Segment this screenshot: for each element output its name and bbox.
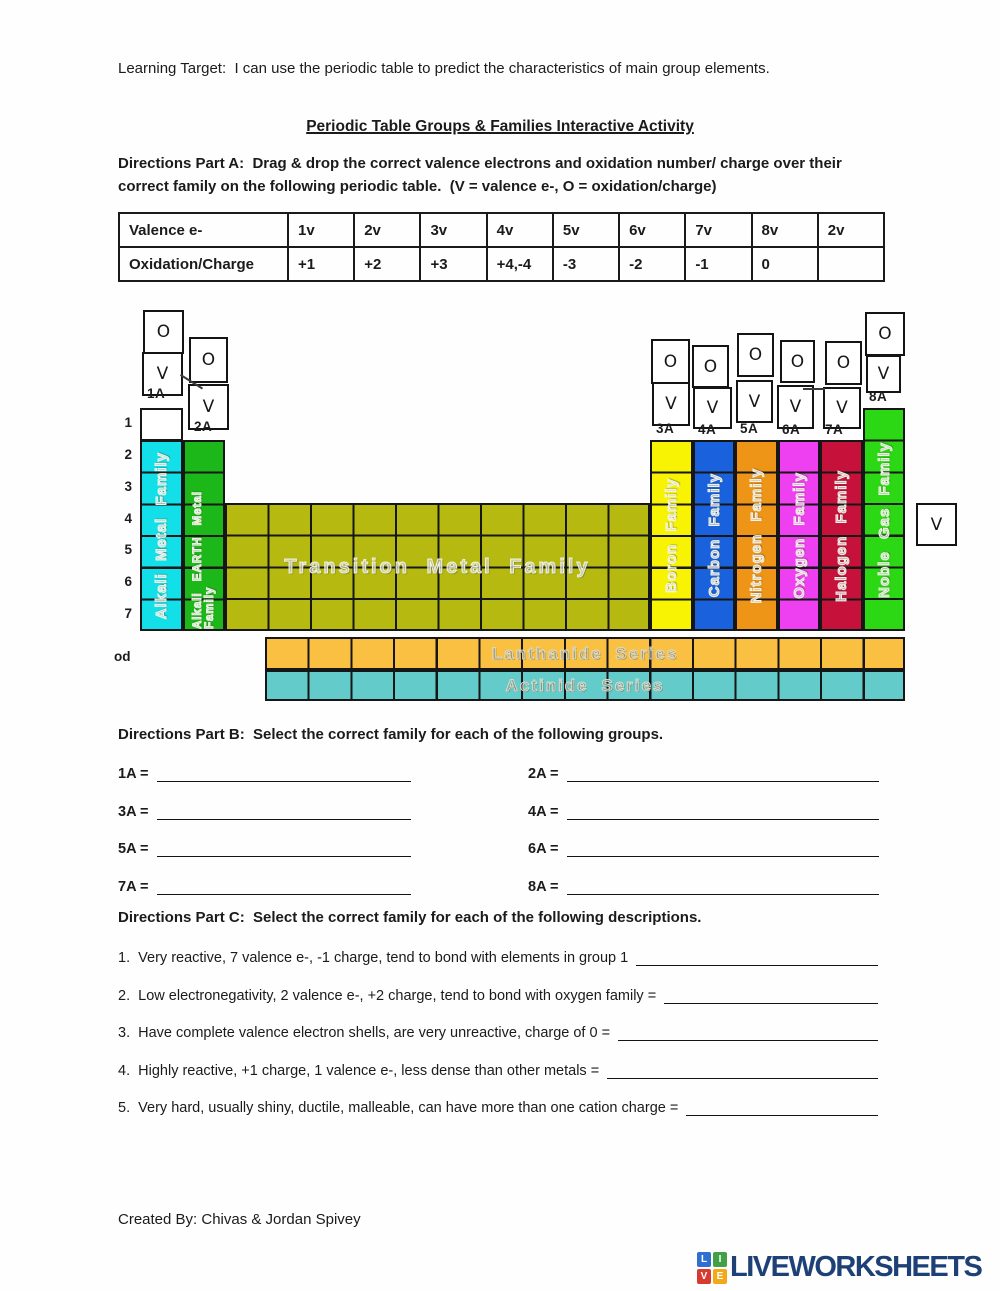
carbon-family-column — [693, 440, 735, 631]
drag-box-oxidation-4a[interactable]: O — [692, 345, 729, 388]
alkaline-earth-family-label: Alkali EARTH Metal Family — [192, 490, 216, 629]
drag-box-valence-3a[interactable]: V — [652, 382, 690, 426]
answer-blank-2a[interactable] — [567, 763, 880, 782]
oxidation-cell: +4,-4 — [487, 247, 553, 281]
question-text-5: 5. Very hard, usually shiny, ductile, malleable, can have more than one cation charge = — [118, 1100, 679, 1116]
noble-gas-family-column — [863, 408, 905, 631]
blank-label-5a: 5A = — [118, 841, 149, 857]
drag-box-valence-7a[interactable]: V — [823, 387, 861, 429]
group-label-2a: 2A — [194, 419, 213, 434]
question-row-3 — [118, 1019, 878, 1041]
drag-box-oxidation-2a[interactable]: O — [189, 337, 228, 383]
question-row-5 — [118, 1094, 878, 1116]
answer-blank-q3[interactable] — [618, 1022, 878, 1041]
drag-box-oxidation-1a[interactable]: O — [143, 310, 184, 354]
transition-metal-family-block — [225, 503, 650, 631]
blank-row-8a — [528, 873, 879, 895]
oxidation-cell: +2 — [354, 247, 420, 281]
nitrogen-family-column — [735, 440, 778, 631]
valence-cell: 2v — [354, 213, 420, 247]
noble-gas-family-label: Noble Gas Family — [875, 441, 893, 598]
answer-blank-q5[interactable] — [686, 1097, 878, 1116]
answer-blank-q4[interactable] — [607, 1060, 878, 1079]
lanthanide-series-label: Lanthanide Series — [491, 643, 679, 663]
blank-row-5a — [118, 835, 411, 857]
answer-blank-q1[interactable] — [636, 947, 878, 966]
answer-blank-6a[interactable] — [567, 838, 880, 857]
group-label-1a: 1A — [147, 386, 166, 401]
oxidation-cell: -2 — [619, 247, 685, 281]
valence-cell: 3v — [420, 213, 486, 247]
drag-box-oxidation-8a[interactable]: O — [865, 312, 905, 356]
liveworksheets-wordmark: LIVEWORKSHEETS — [730, 1251, 982, 1283]
carbon-family-label: Carbon Family — [705, 473, 723, 598]
boron-family-label: Boron Family — [663, 478, 680, 593]
part-a-directions-line1: Directions Part A: Drag & drop the correct valence electrons and oxidation number/ charge over their — [118, 155, 842, 172]
lanthanide-series-row — [265, 637, 905, 670]
blank-label-3a: 3A = — [118, 804, 149, 820]
oxidation-cell: -1 — [685, 247, 751, 281]
valence-cell: 5v — [553, 213, 619, 247]
created-by-text: Created By: Chivas & Jordan Spivey — [118, 1211, 361, 1228]
period-label-3: 3 — [124, 479, 132, 494]
blank-row-7a — [118, 873, 411, 895]
period-label-5: 5 — [124, 542, 132, 557]
valence-cell: 4v — [487, 213, 553, 247]
row-header-valence: Valence e- — [119, 213, 288, 247]
oxygen-family-column — [778, 440, 820, 631]
drag-box-valence-4a[interactable]: V — [693, 387, 732, 429]
group-label-3a: 3A — [656, 421, 675, 436]
valence-cell: 2v — [818, 213, 884, 247]
blank-label-2a: 2A = — [528, 766, 559, 782]
question-text-1: 1. Very reactive, 7 valence e-, -1 charge, tend to bond with elements in group 1 — [118, 950, 629, 966]
blank-row-6a — [528, 835, 879, 857]
answer-blank-4a[interactable] — [567, 801, 880, 820]
alkali-metal-family-column — [140, 440, 183, 631]
boron-family-column — [650, 440, 693, 631]
group-label-6a: 6A — [782, 422, 801, 437]
logo-tile-e: E — [713, 1269, 727, 1284]
part-b-directions: Directions Part B: Select the correct family for each of the following groups. — [118, 726, 664, 743]
blank-label-7a: 7A = — [118, 879, 149, 895]
question-row-2 — [118, 982, 878, 1004]
valence-cell: 6v — [619, 213, 685, 247]
blank-row-2a — [528, 760, 879, 782]
transition-metal-family-label: Transition Metal Family — [284, 555, 591, 578]
answer-blank-1a[interactable] — [157, 763, 412, 782]
blank-row-3a — [118, 798, 411, 820]
group-label-4a: 4A — [698, 422, 717, 437]
logo-tile-l: L — [697, 1252, 711, 1267]
question-text-4: 4. Highly reactive, +1 charge, 1 valence e-, less dense than other metals = — [118, 1063, 600, 1079]
period-label-2: 2 — [124, 447, 132, 462]
alkaline-earth-family-column — [183, 440, 225, 631]
group-label-7a: 7A — [825, 422, 844, 437]
connector-line — [803, 388, 825, 390]
learning-target-text: Learning Target: I can use the periodic table to predict the characteristics of main group elements. — [118, 60, 770, 77]
valence-cell: 8v — [752, 213, 818, 247]
oxidation-cell: +1 — [288, 247, 354, 281]
oxidation-cell: 0 — [752, 247, 818, 281]
drag-box-valence-5a[interactable]: V — [736, 380, 773, 423]
actinide-series-label: Actinide Series — [505, 675, 665, 695]
row-header-oxidation: Oxidation/Charge — [119, 247, 288, 281]
drag-box-oxidation-7a[interactable]: O — [825, 341, 862, 385]
drag-box-valence-2a[interactable]: V — [188, 384, 229, 430]
part-a-directions-line2: correct family on the following periodic table. (V = valence e-, O = oxidation/charge) — [118, 178, 717, 195]
drag-box-valence-free[interactable]: V — [916, 503, 957, 546]
oxidation-cell: +3 — [420, 247, 486, 281]
halogen-family-label: Halogen Family — [833, 469, 850, 602]
valence-oxidation-table — [118, 212, 885, 282]
logo-tile-v: V — [697, 1269, 711, 1284]
oxidation-cell — [818, 247, 884, 281]
question-text-3: 3. Have complete valence electron shells, are very unreactive, charge of 0 = — [118, 1025, 611, 1041]
valence-cell: 7v — [685, 213, 751, 247]
period-label-6: 6 — [124, 574, 132, 589]
drag-box-valence-8a[interactable]: V — [866, 355, 901, 393]
drag-box-oxidation-6a[interactable]: O — [780, 340, 815, 383]
question-row-1 — [118, 944, 878, 966]
answer-blank-7a[interactable] — [157, 876, 412, 895]
table-row-valence — [119, 213, 884, 247]
table-row-oxidation — [119, 247, 884, 281]
halogen-family-column — [820, 440, 863, 631]
blank-row-1a — [118, 760, 411, 782]
logo-tile-i: I — [713, 1252, 727, 1267]
blank-label-8a: 8A = — [528, 879, 559, 895]
period-label-partial: od — [114, 649, 131, 664]
drag-box-oxidation-3a[interactable]: O — [651, 339, 690, 384]
answer-blank-3a[interactable] — [157, 801, 412, 820]
liveworksheets-logo — [697, 1251, 981, 1284]
question-row-4 — [118, 1057, 878, 1079]
period-label-7: 7 — [124, 606, 132, 621]
oxidation-cell: -3 — [553, 247, 619, 281]
drag-box-valence-6a[interactable]: V — [777, 385, 814, 429]
blank-label-1a: 1A = — [118, 766, 149, 782]
drag-box-oxidation-5a[interactable]: O — [737, 333, 774, 377]
page-title: Periodic Table Groups & Families Interactive Activity — [306, 118, 694, 135]
part-c-directions: Directions Part C: Select the correct family for each of the following descriptions. — [118, 909, 702, 926]
group-label-5a: 5A — [740, 421, 759, 436]
blank-label-6a: 6A = — [528, 841, 559, 857]
nitrogen-family-label: Nitrogen Family — [748, 467, 765, 604]
drag-box-valence-1a[interactable]: V — [142, 352, 183, 396]
alkali-metal-family-label: Alkali Metal Family — [153, 451, 170, 620]
question-text-2: 2. Low electronegativity, 2 valence e-, +2 charge, tend to bond with oxygen family = — [118, 988, 657, 1004]
blank-label-4a: 4A = — [528, 804, 559, 820]
liveworksheets-tiles-icon — [697, 1252, 727, 1284]
oxygen-family-label: Oxygen Family — [790, 472, 808, 599]
blank-row-4a — [528, 798, 879, 820]
period-label-1: 1 — [124, 415, 132, 430]
actinide-series-row — [265, 670, 905, 701]
answer-blank-q2[interactable] — [664, 985, 878, 1004]
answer-blank-5a[interactable] — [157, 838, 412, 857]
group-label-8a: 8A — [869, 389, 888, 404]
valence-cell: 1v — [288, 213, 354, 247]
period-label-4: 4 — [124, 511, 132, 526]
hydrogen-cell — [140, 408, 183, 441]
answer-blank-8a[interactable] — [567, 876, 880, 895]
